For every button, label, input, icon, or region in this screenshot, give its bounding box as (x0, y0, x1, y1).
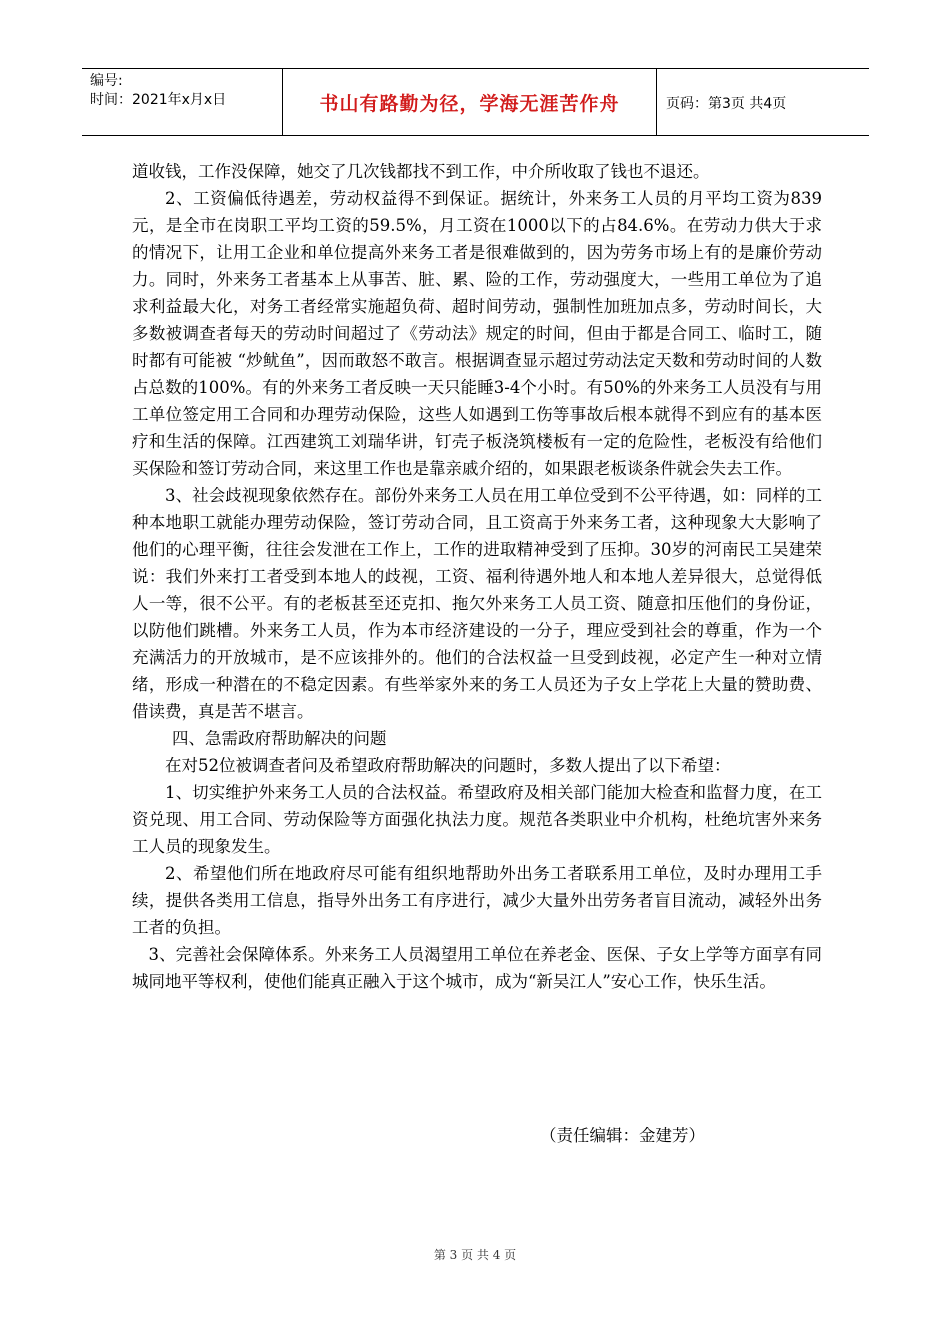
paragraph: 3、社会歧视现象依然存在。部份外来务工人员在用工单位受到不公平待遇，如：同样的工种本地职工就能办理劳动保险，签订劳动合同，且工资高于外来务工者，这种现象大大影响了他们的心理平衡，往往会发泄在工作上，工作的进取精神受到了压抑。30岁的河南民工吴建荣说：我们外来打工者受到本地人的歧视，工资、福利待遇外地人和本地人差异很大，总觉得低人一等，很不公平。有的老板甚至还克扣、拖欠外来务工人员工资、随意扣压他们的身份证，以防他们跳槽。外来务工人员，作为本市经济建设的一分子，理应受到社会的尊重，作为一个充满活力的开放城市，是不应该排外的。他们的合法权益一旦受到歧视，必定产生一种对立情绪，形成一种潜在的不稳定因素。有些举家外来的务工人员还为子女上学花上大量的赞助费、借读费，真是苦不堪言。 (132, 486, 822, 721)
header-meta (90, 72, 226, 110)
document-date: 时间：2021年x月x日 (90, 92, 227, 108)
header-page-info: 页码：第3页 共4页 (666, 96, 787, 112)
page-footer: 第 3 页 共 4 页 (433, 1248, 517, 1262)
page-header (82, 68, 869, 136)
paragraph: 在对52位被调查者问及希望政府帮助解决的问题时，多数人提出了以下希望： (165, 756, 731, 775)
paragraph: 2、工资偏低待遇差，劳动权益得不到保证。据统计，外来务工人员的月平均工资为839元，是全市在岗职工平均工资的59.5%，月工资在1000以下的占84.6%。在劳动力供大于求的情况下，让用工企业和单位提高外来务工者是很难做到的，因为劳务市场上有的是廉价劳动力。同时，外来务工者基本上从事苦、脏、累、险的工作，劳动强度大，一些用工单位为了追求利益最大化，对务工者经常实施超负荷、超时间劳动，强制性加班加点多，劳动时间长，大多数被调查者每天的劳动时间超过了《劳动法》规定的时间，但由于都是合同工、临时工，随时都有可能被 “炒鱿鱼”，因而敢怒不敢言。根据调查显示超过劳动法定天数和劳动时间的人数占总数的100%。有的外来务工者反映一天只能睡3-4个小时。有50%的外来务工人员没有与用工单位签定用工合同和办理劳动保险，这些人如遇到工伤等事故后根本就得不到应有的基本医疗和生活的保障。江西建筑工刘瑞华讲，钉壳子板浇筑楼板有一定的危险性，老板没有给他们买保险和签订劳动合同，来这里工作也是靠亲戚介绍的，如果跟老板谈条件就会失去工作。 (132, 189, 822, 478)
section-heading: 四、急需政府帮助解决的问题 (172, 729, 387, 748)
paragraph: 3、完善社会保障体系。外来务工人员渴望用工单位在养老金、医保、子女上学等方面享有同城同地平等权利，使他们能真正融入于这个城市，成为“新吴江人”安心工作，快乐生活。 (132, 945, 822, 991)
document-body (132, 158, 822, 995)
paragraph: 道收钱，工作没保障，她交了几次钱都找不到工作，中介所收取了钱也不退还。 (132, 162, 710, 181)
document-number-label: 编号: (90, 73, 123, 89)
paragraph: 1、切实维护外来务工人员的合法权益。希望政府及相关部门能加大检查和监督力度，在工资兑现、用工合同、劳动保险等方面强化执法力度。规范各类职业中介机构，杜绝坑害外来务工人员的现象发生。 (132, 783, 822, 856)
paragraph: 2、希望他们所在地政府尽可能有组织地帮助外出务工者联系用工单位，及时办理用工手续，提供各类用工信息，指导外出务工有序进行，减少大量外出劳务者盲目流动，减轻外出务工者的负担。 (132, 864, 822, 937)
header-motto: 书山有路勤为径，学海无涯苦作舟 (319, 93, 620, 115)
header-divider (656, 69, 657, 135)
editor-credit: （责任编辑：金建芳） (540, 1126, 705, 1145)
